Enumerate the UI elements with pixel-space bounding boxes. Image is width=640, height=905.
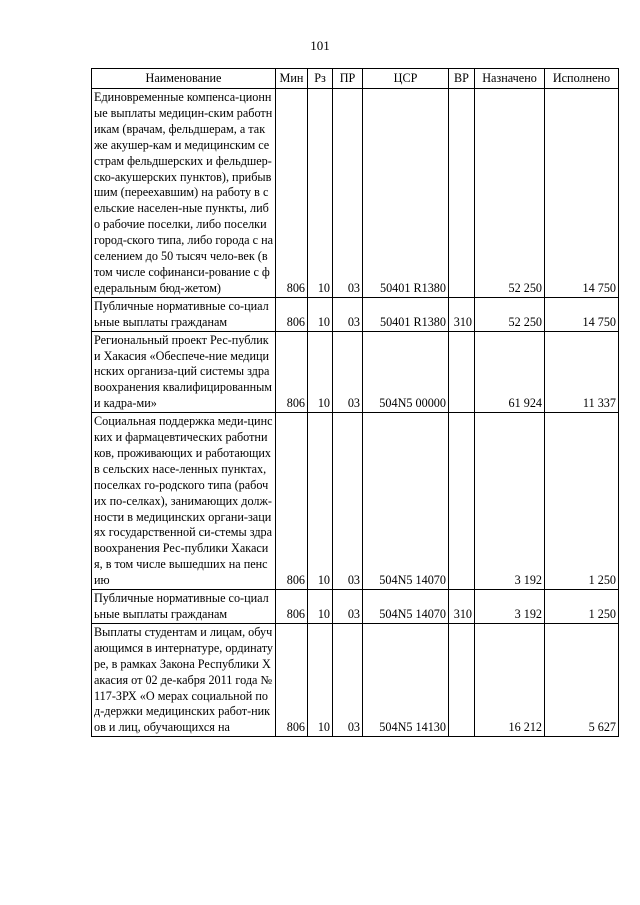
- row-vr: [449, 89, 475, 298]
- row-name: Единовременные компенса-ционные выплаты медицин-ским работникам (врачам, фельдшерам, а также акушер-кам и медицинским сестрам фельдшерских и фельдшер-ско-акушерских пунктов), прибывшим (переехавшим) на работу в сельские населен-ные пункты, либо рабочие поселки, либо поселки город-ского типа, либо города с населением до 50 тысяч чело-век (в том числе софинанси-рование с федеральным бюд-жетом): [94, 90, 274, 295]
- row-rz: 10: [308, 623, 333, 736]
- table-row: [92, 623, 619, 736]
- row-vr: [449, 623, 475, 736]
- column-header-pr: ПР: [333, 69, 363, 89]
- row-csr: 504N5 14070: [363, 590, 449, 624]
- row-assigned: 3 192: [475, 590, 545, 624]
- row-pr: 03: [333, 590, 363, 624]
- row-name-cell: [92, 331, 276, 413]
- row-rz: 10: [308, 590, 333, 624]
- row-name-cell: [92, 297, 276, 331]
- row-min: 806: [276, 413, 308, 590]
- table-header-row: [92, 69, 619, 89]
- row-vr: 310: [449, 590, 475, 624]
- row-name: Выплаты студентам и лицам, обучающимся в интернатуре, ординатуре, в рамках Закона Республики Хакасия от 02 де-кабря 2011 года № 117-ЗРХ «О мерах социальной под-держки медицинских работ-ников и лиц, обучающихся на: [94, 624, 273, 735]
- table-row: [92, 590, 619, 624]
- row-csr: 504N5 14130: [363, 623, 449, 736]
- row-min: 806: [276, 590, 308, 624]
- budget-table: [91, 68, 619, 737]
- row-executed: 14 750: [545, 89, 619, 298]
- row-name: Публичные нормативные со-циальные выплаты гражданам: [94, 591, 269, 621]
- row-rz: 10: [308, 89, 333, 298]
- row-csr: 504N5 00000: [363, 331, 449, 413]
- table-row: [92, 297, 619, 331]
- row-executed: 5 627: [545, 623, 619, 736]
- row-name-cell: [92, 89, 276, 298]
- column-header-vr: ВР: [449, 69, 475, 89]
- row-pr: 03: [333, 297, 363, 331]
- row-csr: 504N5 14070: [363, 413, 449, 590]
- row-executed: 11 337: [545, 331, 619, 413]
- column-header-rz: Рз: [308, 69, 333, 89]
- row-csr: 50401 R1380: [363, 297, 449, 331]
- table-row: [92, 89, 619, 298]
- row-assigned: 61 924: [475, 331, 545, 413]
- row-min: 806: [276, 89, 308, 298]
- row-vr: [449, 413, 475, 590]
- column-header-assigned: Назначено: [475, 69, 545, 89]
- page-number: 101: [310, 38, 330, 53]
- row-pr: 03: [333, 623, 363, 736]
- row-pr: 03: [333, 89, 363, 298]
- column-header-executed: Исполнено: [545, 69, 619, 89]
- table-row: [92, 413, 619, 590]
- row-name: Региональный проект Рес-публики Хакасия «Обеспече-ние медицинских организа-ций системы здравоохранения квалифицированными кадра-ми»: [94, 332, 273, 411]
- row-assigned: 52 250: [475, 89, 545, 298]
- row-executed: 1 250: [545, 413, 619, 590]
- row-rz: 10: [308, 297, 333, 331]
- row-executed: 14 750: [545, 297, 619, 331]
- row-assigned: 52 250: [475, 297, 545, 331]
- row-min: 806: [276, 331, 308, 413]
- row-name: Социальная поддержка меди-цинских и фармацевтических работников, проживающих и работающих в сельских насе-ленных пунктах, поселках го-родского типа (рабочих по-селках), занимающих долж-ности в медицинских органи-зациях государственной си-стемы здравоохранения Рес-публики Хакасия, в том числе вышедших на пенсию: [94, 414, 273, 588]
- row-executed: 1 250: [545, 590, 619, 624]
- row-assigned: 3 192: [475, 413, 545, 590]
- row-min: 806: [276, 297, 308, 331]
- row-name-cell: [92, 623, 276, 736]
- row-vr: [449, 331, 475, 413]
- row-csr: 50401 R1380: [363, 89, 449, 298]
- table-row: [92, 331, 619, 413]
- row-rz: 10: [308, 413, 333, 590]
- row-assigned: 16 212: [475, 623, 545, 736]
- row-rz: 10: [308, 331, 333, 413]
- row-pr: 03: [333, 331, 363, 413]
- column-header-csr: ЦСР: [363, 69, 449, 89]
- row-vr: 310: [449, 297, 475, 331]
- column-header-min: Мин: [276, 69, 308, 89]
- row-min: 806: [276, 623, 308, 736]
- row-pr: 03: [333, 413, 363, 590]
- row-name: Публичные нормативные со-циальные выплаты гражданам: [94, 298, 269, 329]
- row-name-cell: [92, 413, 276, 590]
- row-name-cell: [92, 590, 276, 624]
- column-header-name: Наименование: [92, 69, 276, 89]
